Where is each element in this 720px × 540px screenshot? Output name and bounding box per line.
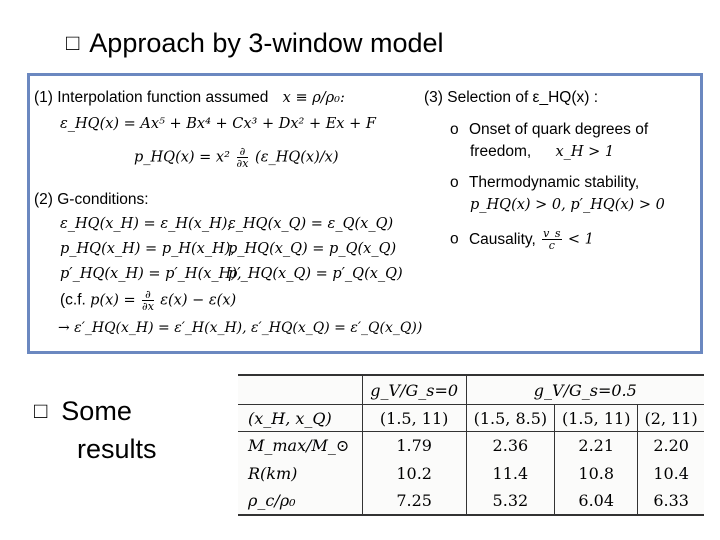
table-cell: 10.4 (638, 459, 704, 486)
table-group-header (238, 376, 704, 405)
table-cell: 11.4 (466, 459, 555, 486)
derivative-frac: $\frac{\partial}{\partial x}$ (142, 288, 154, 313)
vs-over-c-frac: $\frac{v\_s}{c}$ (543, 227, 561, 252)
s3-bullet1: o Onset of quark degrees of (450, 121, 649, 138)
table-column-header (238, 405, 704, 432)
table-cell: 2.36 (466, 432, 555, 460)
results-table (238, 374, 704, 516)
table-cell: 10.2 (362, 459, 466, 486)
results-heading: □ Some results (34, 396, 157, 464)
table-row (238, 487, 704, 514)
s3-bullet2: o Thermodynamic stability, (450, 174, 640, 191)
s3-bullet2-cont: p_HQ(x) > 0, p′_HQ(x) > 0 (470, 197, 665, 213)
col-head: (2, 11) (638, 405, 704, 432)
s1-eq2: p_HQ(x) = x² $\frac{\partial}{\partial x}$ (ε_HQ(x)/x) (134, 145, 339, 170)
table-cell: 7.25 (362, 487, 466, 514)
bullet-o-icon: o (450, 230, 459, 248)
s2-c3b: p′_HQ(x_Q) = p′_Q(x_Q) (228, 266, 403, 282)
row-label: M_max/M_⊙ (248, 436, 350, 456)
s2-cf: (c.f. p(x) = $\frac{\partial}{\partial x}$ ε(x) − ε(x) (60, 288, 237, 313)
table-cell: 6.33 (638, 487, 704, 514)
derivative-frac: $\frac{\partial}{\partial x}$ (236, 145, 249, 170)
s2-arrow-eq: → ε′_HQ(x_H) = ε′_H(x_H), ε′_HQ(x_Q) = ε′_Q(x_Q)) (58, 320, 423, 336)
s3-bullet3: o Causality, $\frac{v\_s}{c}$ < 1 (450, 227, 594, 252)
s2-c1a: ε_HQ(x_H) = ε_H(x_H), (60, 216, 232, 232)
table-cell: 2.21 (555, 432, 638, 460)
bullet-o-icon: o (450, 121, 459, 138)
col-head: (1.5, 11) (362, 405, 466, 432)
s3-label: (3) Selection of ε_HQ(x) : (424, 89, 599, 106)
table-row (238, 459, 704, 486)
col-head: (1.5, 8.5) (466, 405, 555, 432)
s2-label: (2) G-conditions: (34, 191, 149, 208)
slide-title (66, 28, 444, 59)
s2-c1b: ε_HQ(x_Q) = ε_Q(x_Q) (228, 216, 394, 232)
col-head-label: (x_H, x_Q) (238, 405, 362, 432)
row-label: ρ_c/ρ₀ (248, 490, 296, 510)
s2-c3a: p′_HQ(x_H) = p′_H(x_H), (60, 266, 242, 282)
col-head: (1.5, 11) (555, 405, 638, 432)
checkbox-bullet-icon: □ (34, 398, 48, 423)
table-row (238, 432, 704, 460)
title-text: Approach by 3-window model (89, 28, 444, 58)
table-cell: 5.32 (466, 487, 555, 514)
s2-c2b: p_HQ(x_Q) = p_Q(x_Q) (228, 241, 397, 257)
table-cell: 1.79 (362, 432, 466, 460)
s3-bullet1-cont: freedom, x_H > 1 (470, 143, 615, 160)
group-header-2: g_V/G_s=0.5 (466, 376, 704, 405)
group-header-1: g_V/G_s=0 (362, 376, 466, 405)
table-cell: 2.20 (638, 432, 704, 460)
table-cell: 6.04 (555, 487, 638, 514)
s2-c2a: p_HQ(x_H) = p_H(x_H), (60, 241, 235, 257)
checkbox-bullet-icon: □ (66, 30, 80, 55)
s1-label: (1) Interpolation function assumed x ≡ ρ/ρ₀: (34, 89, 345, 106)
s1-def: x ≡ ρ/ρ₀: (282, 90, 345, 106)
s1-eq1: ε_HQ(x) = Ax⁵ + Bx⁴ + Cx³ + Dx² + Ex + F (60, 116, 376, 132)
equations-panel (27, 73, 703, 354)
bullet-o-icon: o (450, 174, 459, 191)
table-cell: 10.8 (555, 459, 638, 486)
row-label: R(km) (248, 463, 298, 483)
